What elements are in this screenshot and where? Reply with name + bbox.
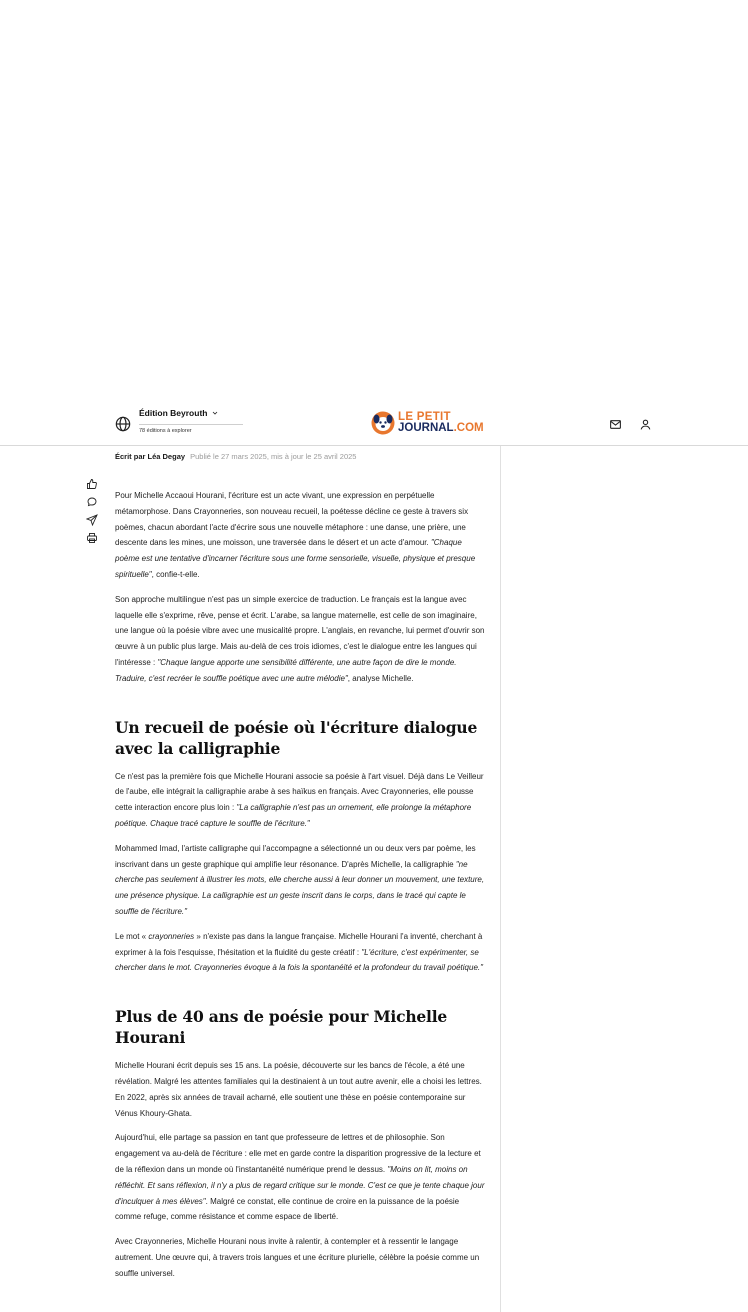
share-toolbar <box>86 478 98 544</box>
paragraph <box>115 592 485 687</box>
like-icon[interactable] <box>86 478 98 490</box>
sidebar-divider <box>500 446 501 1312</box>
paragraph-text: Mohammed Imad, l'artiste calligraphe qui l'accompagne a sélectionné un ou deux vers par poème, les inscrivant dans un geste graphique qui amplifie leur résonance. D'après Michelle, la calligraphie <box>115 843 476 869</box>
send-icon[interactable] <box>86 514 98 526</box>
quote: "Chaque poème est une tentative d'incarner l'écriture sous une forme sensorielle, visuelle, physique et presque spirituelle" <box>115 538 476 579</box>
site-logo[interactable] <box>370 410 484 436</box>
chevron-down-icon <box>211 409 219 417</box>
byline <box>115 452 356 461</box>
header-actions <box>609 418 652 431</box>
quote-word: crayonneries <box>148 931 195 941</box>
dog-logo-icon <box>370 410 396 436</box>
site-header <box>0 398 748 446</box>
paragraph <box>115 1130 485 1225</box>
edition-underline <box>139 424 243 425</box>
quote: "Moins on lit, moins on réfléchit. Et sans réflexion, il n'y a plus de regard critique sur le monde. C'est ce que je tente chaque jour d'inculquer à mes élèves" <box>115 1164 485 1206</box>
print-icon[interactable] <box>86 532 98 544</box>
user-icon[interactable] <box>639 418 652 431</box>
paragraph <box>115 929 485 976</box>
paragraph-text: . Malgré ce constat, elle continue de croire en la puissance de la poésie comme refuge, comme résistance et comme espace de liberté. <box>115 1196 460 1222</box>
quote: "Chaque langue apporte une sensibilité différente, une autre façon de dire le monde. Traduire, c'est recréer le souffle poétique avec une autre mélodie" <box>115 657 457 683</box>
quote: "L'écriture, c'est expérimenter, se chercher dans le mot. Crayonneries évoque à la fois la spontanéité et la profondeur du travail poétique." <box>115 947 483 973</box>
edition-count: 78 éditions à explorer <box>139 428 192 434</box>
paragraph-text: » n'existe pas dans la langue française. Michelle Hourani l'a inventé, cherchant à exprimer à la fois l'esquisse, l'hésitation et la fluidité du geste créatif : <box>115 931 483 957</box>
paragraph-text: Le mot « <box>115 931 149 941</box>
section-heading: Plus de 40 ans de poésie pour Michelle Hourani <box>115 1007 448 1048</box>
quote: "La calligraphie n'est pas un ornement, elle prolonge la métaphore poétique. Chaque tracé capture le souffle de l'écriture." <box>115 803 472 828</box>
edition-title-label: Édition Beyrouth <box>139 408 208 418</box>
author[interactable]: Écrit par Léa Degay <box>115 452 186 461</box>
paragraph <box>115 488 485 583</box>
quote: "ne cherche pas seulement à illustrer les mots, elle cherche aussi à leur donner un mouvement, une texture, une présence physique. La calligraphie est un geste inscrit dans le corps, dans le tracé qui capte le souffle de l'écriture." <box>115 859 485 916</box>
paragraph-text: Son approche multilingue n'est pas un simple exercice de traduction. Le français est la langue avec laquelle elle s'exprime, rêve, pense et écrit. L'arabe, sa langue maternelle, est celle de son imaginaire, une langue où la poésie vibre avec une musicalité propre. L'anglais, en revanche, lui permet d'ouvrir son œuvre à un public plus large. Mais au-delà de ces trois idiomes, c'est le dialogue entre les langues qui l'intéresse : <box>115 594 485 667</box>
logo-journal: JOURNAL <box>398 422 454 434</box>
article-body <box>115 488 485 1290</box>
logo-line1: LE PETIT <box>398 411 451 423</box>
paragraph-text: Ce n'est pas la première fois que Michelle Hourani associe sa poésie à l'art visuel. Déjà dans Le Veilleur de l'aube, elle intégrait la calligraphie arabe à ses haïkus en français. Avec Crayonneries, elle pousse cette interaction encore plus loin : <box>115 771 484 813</box>
paragraph: Michelle Hourani écrit depuis ses 15 ans. La poésie, découverte sur les bancs de l'école, a été une révélation. Malgré les attentes familiales qui la destinaient à un tout autre avenir, elle a choisi les lettres. En 2022, après six années de travail acharné, elle soutient une thèse en poésie contemporaine sur Vénus Khoury-Ghata. <box>115 1061 482 1118</box>
logo-line2 <box>398 423 484 434</box>
paragraph-text: , confie-t-elle. <box>151 569 200 579</box>
paragraph: Avec Crayonneries, Michelle Hourani nous invite à ralentir, à contempler et à ressentir le langage autrement. Une œuvre qui, à travers trois langues et une écriture plurielle, célèbre la poésie comme un souffle universel. <box>115 1237 480 1278</box>
mail-icon[interactable] <box>609 418 622 431</box>
paragraph-text: , analyse Michelle. <box>347 673 414 683</box>
logo-com: .COM <box>453 422 484 434</box>
edition-title[interactable] <box>139 408 243 418</box>
comment-icon[interactable] <box>86 496 98 508</box>
paragraph-text: Aujourd'hui, elle partage sa passion en tant que professeure de lettres et de philosophie. Son engagement va au-delà de l'écriture : elle met en garde contre la disparition progressive de la lecture et de la réflexion dans un monde où l'instantanéité numérique prend le dessus. <box>115 1133 481 1174</box>
paragraph <box>115 769 485 832</box>
globe-icon <box>115 416 131 432</box>
paragraph <box>115 841 485 920</box>
section-heading: Un recueil de poésie où l'écriture dialogue avec la calligraphie <box>115 717 478 758</box>
paragraph-text: Pour Michelle Accaoui Hourani, l'écriture est un acte vivant, une expression en perpétuelle métamorphose. Dans Crayonneries, son nouveau recueil, la poétesse décline ce geste à travers six poèmes, chacun abordant l'acte d'écrire sous une nouvelle métaphore : une danse, une prière, une descente dans les mines, une moisson, une traversée dans le désert et un acte d'amour. <box>115 491 469 548</box>
edition-selector[interactable] <box>115 408 243 434</box>
publish-date: Publié le 27 mars 2025, mis à jour le 25 avril 2025 <box>190 452 357 461</box>
